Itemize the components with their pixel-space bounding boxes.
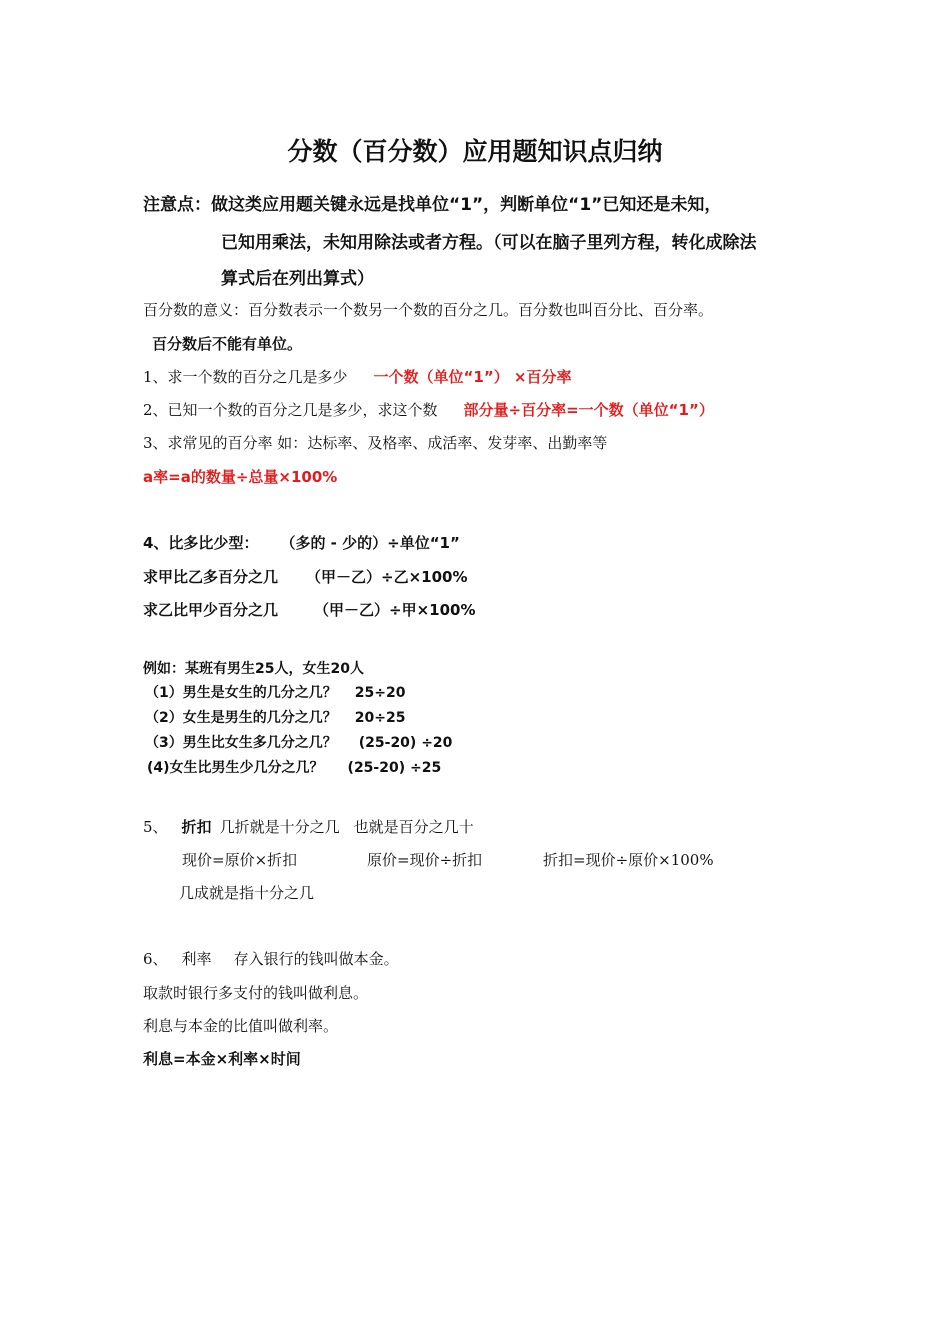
item-6-title: 利率 (181, 950, 212, 968)
rate-formula: a率=a的数量÷总量×100% (143, 468, 338, 486)
item-6 (143, 948, 399, 969)
interest-definition: 取款时银行多支付的钱叫做利息。 (143, 984, 369, 1002)
item-5-desc-1: 几折就是十分之几 (219, 818, 340, 836)
example-q1 (145, 682, 405, 702)
item-6-desc: 存入银行的钱叫做本金。 (233, 950, 399, 968)
note-line-2: 已知用乘法，未知用除法或者方程。（可以在脑子里列方程，转化成除法 (221, 233, 757, 253)
discount-formula-1: 现价=原价×折扣 (182, 851, 298, 869)
item-2-text: 2、已知一个数的百分之几是多少，求这个数 (143, 401, 438, 419)
more-rule (143, 566, 468, 587)
example-q2 (145, 707, 405, 727)
example-q2-text: （2）女生是男生的几分之几？ (145, 710, 337, 726)
item-5-title: 折扣 (181, 818, 212, 836)
more-formula: （甲－乙）÷乙×100% (306, 568, 468, 586)
item-4-heading (143, 532, 460, 553)
percent-meaning: 百分数的意义：百分数表示一个数另一个数的百分之几。百分数也叫百分比、百分率。 (143, 301, 714, 319)
page-title: 分数（百分数）应用题知识点归纳 (287, 137, 663, 166)
note-line-1 (143, 190, 721, 215)
less-rule (143, 599, 476, 620)
less-formula: （甲－乙）÷甲×100% (314, 601, 476, 619)
item-1 (143, 366, 572, 387)
note-line-3: 算式后在列出算式） (221, 269, 374, 289)
item-2 (143, 399, 714, 420)
example-q1-text: （1）男生是女生的几分之几？ (145, 685, 337, 701)
item-1-text: 1、求一个数的百分之几是多少 (143, 368, 348, 386)
item-1-formula: 一个数（单位“1”） ×百分率 (373, 368, 572, 386)
cheng-rule: 几成就是指十分之几 (179, 884, 315, 902)
note-text-1: 做这类应用题关键永远是找单位“1”，判断单位“1”已知还是未知， (211, 195, 722, 215)
item-6-num: 6、 (143, 950, 168, 968)
item-4-title: 4、比多比少型： (143, 534, 259, 552)
example-q3 (145, 732, 452, 752)
no-unit-rule: 百分数后不能有单位。 (152, 335, 303, 353)
item-4-formula: （多的 - 少的）÷单位“1” (280, 534, 460, 552)
example-a4: (25-20) ÷25 (347, 760, 442, 776)
interest-formula: 利息=本金×利率×时间 (143, 1050, 301, 1068)
item-2-formula: 部分量÷百分率=一个数（单位“1”） (463, 401, 714, 419)
example-a2: 20÷25 (354, 710, 406, 726)
note-label: 注意点： (143, 195, 211, 215)
item-5 (143, 816, 474, 837)
example-q3-text: （3）男生比女生多几分之几？ (145, 735, 337, 751)
example-a3: (25-20) ÷20 (358, 735, 453, 751)
item-5-desc-2: 也就是百分之几十 (353, 818, 474, 836)
item-5-num: 5、 (143, 818, 168, 836)
example-q4-text: (4)女生比男生少几分之几？ (147, 760, 324, 776)
discount-formula-2: 原价=现价÷折扣 (367, 851, 483, 869)
more-label: 求甲比乙多百分之几 (143, 568, 279, 586)
item-3: 3、求常见的百分率 如：达标率、及格率、成活率、发芽率、出勤率等 (143, 434, 608, 452)
less-label: 求乙比甲少百分之几 (143, 601, 279, 619)
example-intro: 例如：某班有男生25人，女生20人 (143, 661, 364, 677)
discount-formula-3: 折扣=现价÷原价×100% (543, 851, 714, 869)
rate-definition: 利息与本金的比值叫做利率。 (143, 1017, 339, 1035)
example-q4 (147, 757, 441, 777)
example-a1: 25÷20 (354, 685, 406, 701)
